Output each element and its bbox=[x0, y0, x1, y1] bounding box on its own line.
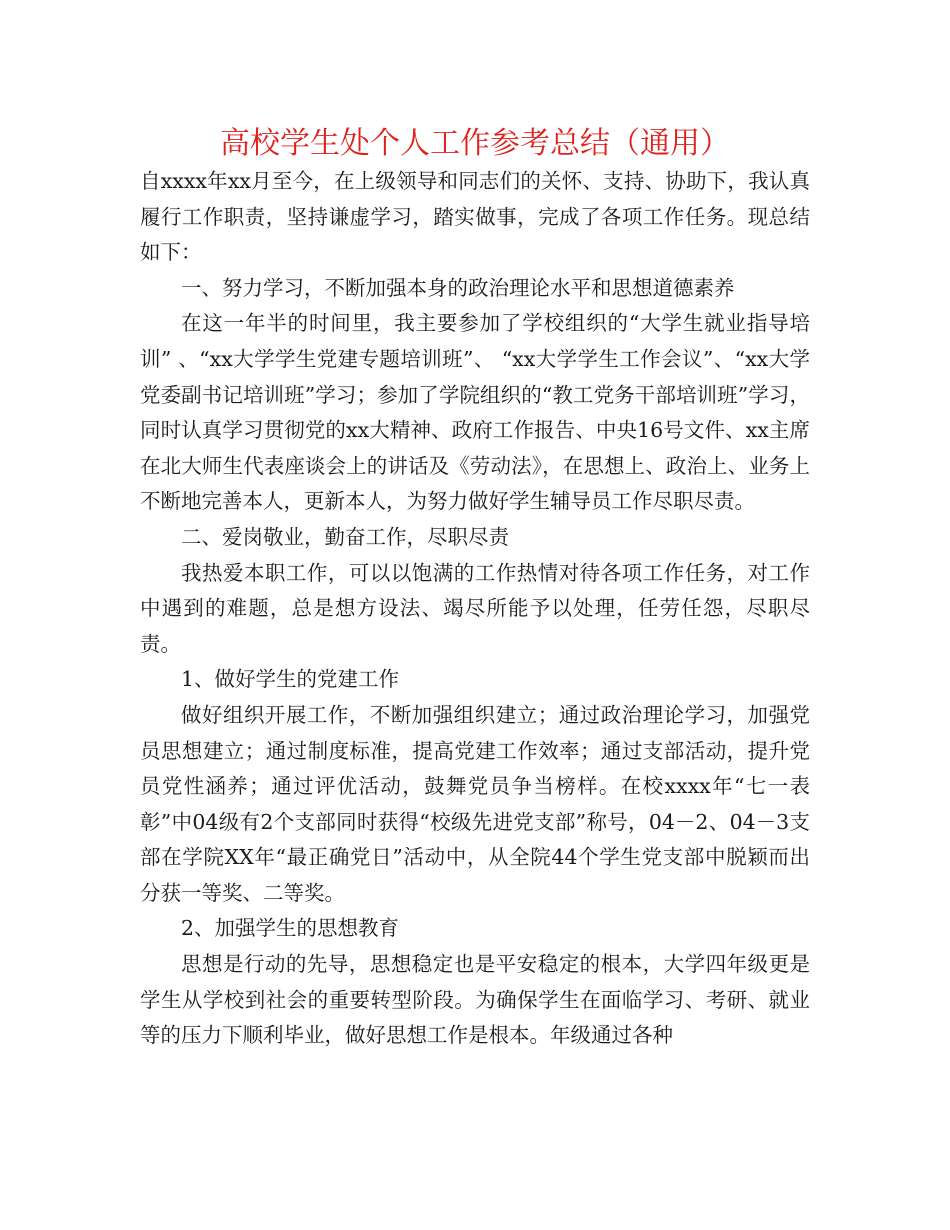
document-title: 高校学生处个人工作参考总结（通用） bbox=[220, 126, 730, 161]
subsection-heading-2: 2、加强学生的思想教育 bbox=[181, 916, 400, 941]
paragraph: 做好组织开展工作，不断加强组织建立；通过政治理论学习，加强党员思想建立；通过制度标准，提高党建工作效率；通过支部活动，提升党员党性涵养；通过评优活动，鼓舞党员争当榜样。在校xxxx年“七一表彰”中04级有2个支部同时获得“校级先进党支部”称号，04－2、04－3支部在学院XX年“最正确党日”活动中，从全院44个学生党支部中脱颖而出分获一等奖、二等奖。 bbox=[140, 702, 810, 905]
paragraph: 思想是行动的先导，思想稳定也是平安稳定的根本，大学四年级更是学生从学校到社会的重要转型阶段。为确保学生在面临学习、考研、就业等的压力下顺利毕业，做好思想工作是根本。年级通过各种 bbox=[140, 952, 810, 1048]
paragraph-intro: 自xxxx年xx月至今，在上级领导和同志们的关怀、支持、协助下，我认真履行工作职责，坚持谦虚学习，踏实做事，完成了各项工作任务。现总结如下： bbox=[140, 169, 810, 265]
section-heading-1: 一、努力学习，不断加强本身的政治理论水平和思想道德素养 bbox=[181, 275, 735, 300]
document-body bbox=[140, 164, 810, 1054]
subsection-heading-1: 1、做好学生的党建工作 bbox=[181, 667, 400, 692]
paragraph: 我热爱本职工作，可以以饱满的工作热情对待各项工作任务，对工作中遇到的难题，总是想方设法、竭尽所能予以处理，任劳任怨，尽职尽责。 bbox=[140, 560, 810, 656]
section-heading-2: 二、爱岗敬业，勤奋工作，尽职尽责 bbox=[181, 524, 509, 549]
paragraph: 在这一年半的时间里，我主要参加了学校组织的“大学生就业指导培训” 、“xx大学学生党建专题培训班”、 “xx大学学生工作会议”、“xx大学党委副书记培训班”学习；参加了学院组织的“教工党务干部培训班”学习，同时认真学习贯彻党的xx大精神、政府工作报告、中央16号文件、xx主席在北大师生代表座谈会上的讲话及《劳动法》，在思想上、政治上、业务上不断地完善本人，更新本人，为努力做好学生辅导员工作尽职尽责。 bbox=[140, 311, 810, 514]
